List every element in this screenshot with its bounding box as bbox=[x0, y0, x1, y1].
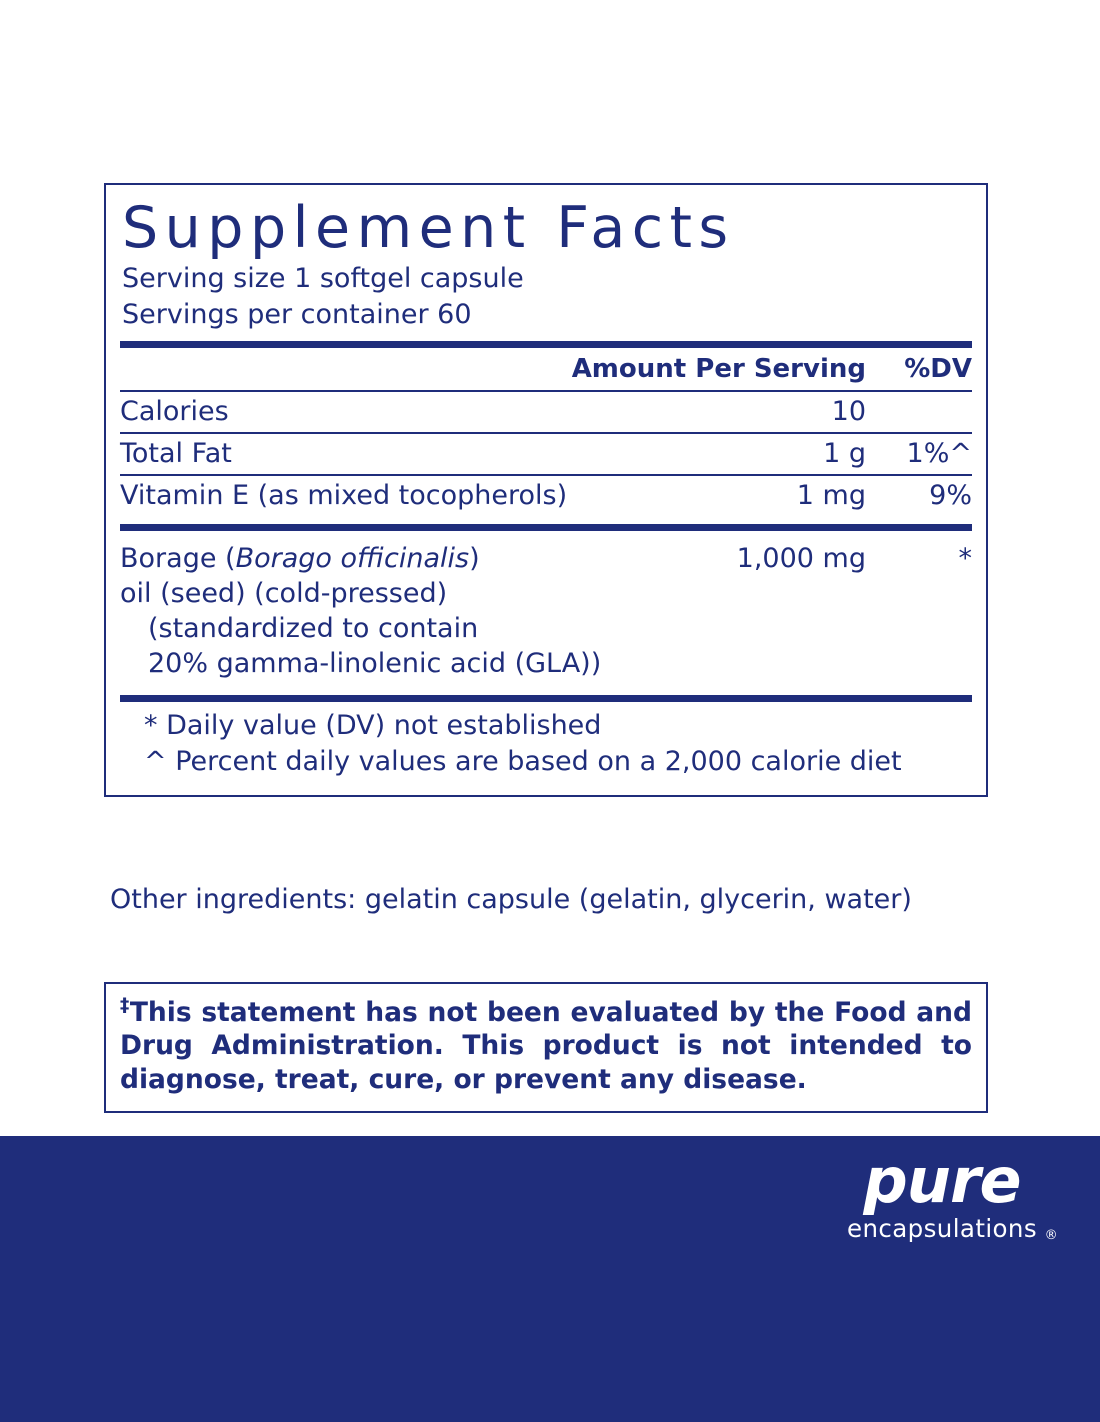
borage-table bbox=[120, 531, 972, 687]
divider-thick-bottom bbox=[120, 695, 972, 702]
registered-trademark-icon: ® bbox=[1044, 1228, 1058, 1243]
nutrient-dv bbox=[872, 391, 972, 433]
table-header-row bbox=[120, 348, 972, 391]
footnotes bbox=[120, 702, 972, 785]
footnote-calorie-diet: ^ Percent daily values are based on a 2,000 calorie diet bbox=[144, 746, 902, 778]
nutrient-name: Total Fat bbox=[120, 433, 570, 475]
supplement-facts-table bbox=[120, 348, 972, 516]
table-row bbox=[120, 391, 972, 433]
fda-disclaimer-box bbox=[104, 982, 988, 1113]
header-amount-per-serving: Amount Per Serving bbox=[571, 353, 866, 384]
other-ingredients: Other ingredients: gelatin capsule (gelatin, glycerin, water) bbox=[110, 884, 912, 915]
borage-line1: Borage (Borago officinalis) bbox=[120, 542, 480, 574]
header-nutrient bbox=[120, 348, 570, 391]
fda-disclaimer-text: ‡This statement has not been evaluated by the Food and Drug Administration. This product is not intended to diagnose, treat, cure, or prevent any disease. bbox=[120, 995, 973, 1096]
supplement-facts-panel bbox=[104, 183, 988, 797]
brand-logo bbox=[842, 1144, 1058, 1243]
servings-per-container: Servings per container 60 bbox=[122, 298, 472, 330]
nutrient-dv: 9% bbox=[872, 475, 972, 516]
supplement-facts-title: Supplement Facts bbox=[122, 195, 735, 261]
table-row-borage bbox=[120, 531, 972, 687]
divider-thick-middle bbox=[120, 524, 972, 531]
borage-line2: oil (seed) (cold-pressed) bbox=[120, 577, 448, 609]
borage-line4: 20% gamma-linolenic acid (GLA)) bbox=[148, 647, 602, 679]
footnote-dv-not-established: * Daily value (DV) not established bbox=[144, 710, 602, 742]
disclaimer-marker: ‡ bbox=[120, 995, 130, 1016]
table-row bbox=[120, 475, 972, 516]
borage-dv: * bbox=[958, 542, 972, 574]
table-row bbox=[120, 433, 972, 475]
nutrient-amount: 1 g bbox=[570, 433, 872, 475]
divider-thick-top bbox=[120, 341, 972, 348]
borage-name bbox=[120, 531, 707, 687]
nutrient-name: Vitamin E (as mixed tocopherols) bbox=[120, 475, 570, 516]
borage-line3: (standardized to contain bbox=[148, 612, 479, 644]
logo-wordmark: pure bbox=[863, 1144, 1021, 1217]
header-percent-dv: %DV bbox=[904, 353, 972, 384]
nutrient-amount: 1 mg bbox=[570, 475, 872, 516]
serving-size: Serving size 1 softgel capsule bbox=[122, 262, 524, 294]
nutrient-amount: 10 bbox=[570, 391, 872, 433]
nutrient-name: Calories bbox=[120, 391, 570, 433]
nutrient-dv: 1%^ bbox=[872, 433, 972, 475]
borage-amount: 1,000 mg bbox=[736, 542, 866, 574]
borage-latin-name: Borago officinalis bbox=[235, 542, 470, 574]
logo-subtitle: encapsulations ® bbox=[846, 1214, 1058, 1243]
